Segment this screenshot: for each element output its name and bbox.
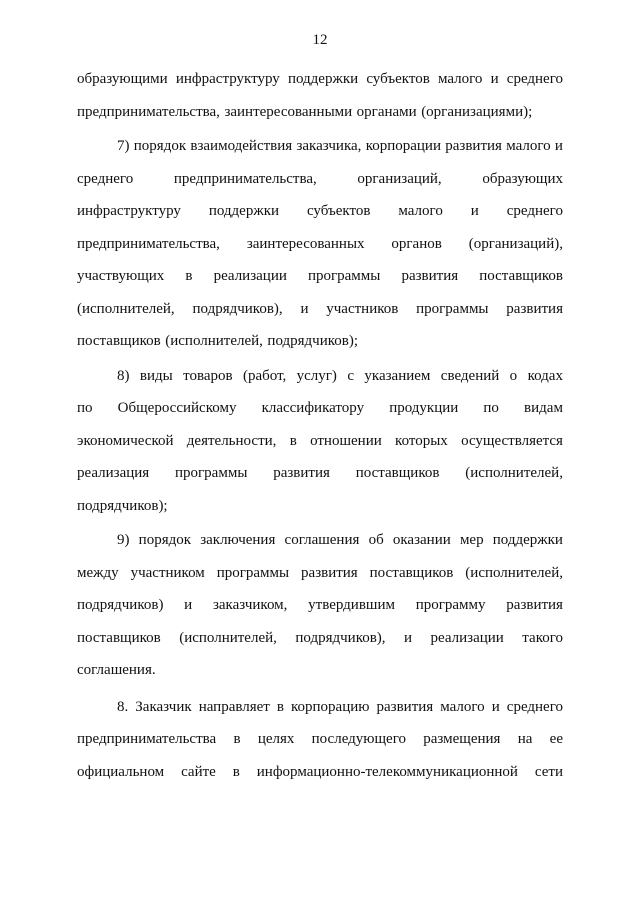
text-line	[77, 761, 563, 794]
word: поставщиков	[77, 333, 161, 349]
text-line	[77, 168, 563, 201]
document-body	[77, 68, 563, 793]
word: заинтересованных	[246, 235, 365, 252]
word: в	[233, 731, 241, 747]
text-line	[77, 200, 563, 233]
word: которых	[395, 432, 448, 449]
word: развития	[376, 698, 434, 715]
word: заинтересованными	[224, 103, 353, 120]
word: развития	[506, 300, 563, 317]
word: в	[276, 698, 284, 715]
word: программы	[216, 564, 290, 581]
word: поставщиков	[369, 564, 454, 581]
word: соглашения	[284, 532, 360, 548]
word: классификатору	[261, 400, 365, 416]
word: Общероссийскому	[117, 400, 237, 416]
word: поставщиков	[77, 629, 161, 646]
word: кодах	[527, 367, 563, 384]
word: услуг)	[296, 367, 337, 384]
text-line	[77, 696, 563, 729]
word: и	[470, 203, 479, 219]
word: в	[232, 763, 240, 780]
word: поставщиков	[479, 268, 563, 284]
word: сведений	[440, 367, 500, 384]
text-line	[77, 495, 563, 528]
word: 9)	[117, 532, 130, 548]
word: поддержки	[287, 71, 359, 87]
text-line	[77, 135, 563, 168]
word: ее	[549, 731, 563, 747]
text-line	[77, 365, 563, 398]
word: реализация	[77, 465, 150, 481]
page-number: 12	[312, 32, 328, 48]
word: (организаций),	[468, 235, 563, 252]
word: об	[368, 532, 384, 548]
text-line	[77, 627, 563, 660]
word: виды	[139, 367, 173, 384]
word: такого	[522, 629, 563, 646]
word: среднего	[506, 71, 563, 87]
word: направляет	[198, 698, 270, 715]
word: и	[184, 597, 193, 613]
word: осуществляется	[461, 432, 563, 449]
word: предпринимательства,	[77, 103, 220, 120]
word: корпорации	[365, 138, 441, 154]
word: подрядчиков);	[77, 497, 168, 514]
word: (исполнителей,	[465, 564, 563, 581]
text-line	[77, 298, 563, 331]
word: участников	[326, 300, 399, 317]
word: между	[77, 564, 119, 581]
word: программы	[175, 465, 248, 481]
text-line	[77, 562, 563, 595]
word: отношении	[310, 432, 382, 449]
word: сайте	[181, 763, 216, 780]
word: целях	[257, 731, 295, 747]
word: инфраструктуру	[175, 71, 280, 87]
word: участником	[130, 564, 205, 581]
word: видам	[524, 400, 563, 416]
word: размещения	[423, 731, 501, 747]
word: оказании	[392, 532, 451, 548]
word: корпорацию	[291, 698, 370, 715]
word: образующими	[77, 71, 168, 87]
word: развития	[445, 138, 502, 154]
word: программу	[415, 597, 486, 613]
word: поддержки	[208, 203, 280, 219]
word: поставщиков	[355, 465, 440, 481]
word: утвердившим	[308, 597, 395, 613]
word: указанием	[364, 367, 431, 384]
word: (исполнителей,	[77, 300, 175, 317]
word: сети	[534, 763, 563, 780]
text-line	[77, 728, 563, 761]
word: субъектов	[306, 203, 371, 219]
word: программы	[416, 300, 489, 317]
word: последующего	[311, 731, 406, 747]
word: реализации	[213, 268, 287, 284]
word: среднего	[506, 203, 563, 219]
word: товаров	[183, 367, 233, 384]
word: малого	[398, 203, 443, 219]
word: на	[517, 731, 533, 747]
word: (работ,	[242, 367, 287, 384]
word: (организациями);	[421, 103, 533, 120]
word: взаимодействия	[190, 138, 293, 154]
word: информационно-телекоммуникационной	[256, 763, 518, 780]
text-line	[77, 330, 563, 363]
word: образующих	[482, 170, 563, 187]
word: организаций,	[357, 170, 442, 187]
word: малого	[437, 71, 483, 87]
text-line	[77, 101, 563, 134]
word: развития	[273, 465, 330, 481]
text-line	[77, 265, 563, 298]
word: (исполнителей,	[165, 333, 263, 349]
word: органов	[391, 235, 442, 252]
word: органами	[356, 103, 417, 120]
text-line	[77, 462, 563, 495]
word: и	[554, 138, 563, 154]
word: субъектов	[366, 71, 430, 87]
word: подрядчиков),	[295, 629, 386, 646]
word: предпринимательства	[77, 731, 217, 747]
word: малого	[506, 138, 551, 154]
word: и	[300, 300, 309, 317]
word: развития	[401, 268, 459, 284]
word: Заказчик	[135, 698, 192, 715]
word: и	[404, 629, 413, 646]
word: 8.	[117, 698, 129, 715]
text-line	[77, 397, 563, 430]
text-line	[77, 233, 563, 266]
word: среднего	[77, 170, 134, 187]
word: программы	[307, 268, 381, 284]
word: 7)	[117, 138, 130, 154]
word: официальном	[77, 763, 165, 780]
text-line	[77, 659, 563, 692]
word: экономической	[77, 432, 174, 449]
text-line	[77, 594, 563, 627]
word: подрядчиков)	[77, 597, 164, 613]
text-line	[77, 430, 563, 463]
word: развития	[301, 564, 358, 581]
word: заказчиком,	[212, 597, 288, 613]
word: инфраструктуру	[77, 203, 181, 219]
word: предпринимательства,	[77, 235, 220, 252]
text-line	[77, 529, 563, 562]
word: в	[185, 268, 193, 284]
word: деятельности,	[186, 432, 277, 449]
word: порядок	[133, 138, 187, 154]
word: продукции	[389, 400, 459, 416]
text-line	[77, 68, 563, 101]
word: развития	[506, 597, 563, 613]
word: соглашения.	[77, 662, 156, 678]
word: о	[509, 367, 518, 384]
word: подрядчиков),	[192, 300, 283, 317]
word: и	[490, 71, 499, 87]
word: мер	[459, 532, 484, 548]
word: по	[77, 400, 93, 416]
word: среднего	[506, 698, 563, 715]
word: поддержки	[492, 532, 563, 548]
word: по	[483, 400, 499, 416]
word: малого	[440, 698, 485, 715]
word: (исполнителей,	[465, 465, 563, 481]
word: 8)	[117, 367, 130, 384]
word: порядок	[138, 532, 192, 548]
word: с	[347, 367, 354, 384]
word: (исполнителей,	[179, 629, 277, 646]
word: подрядчиков);	[267, 333, 359, 349]
word: предпринимательства,	[173, 170, 317, 187]
word: реализации	[430, 629, 504, 646]
word: участвующих	[77, 268, 165, 284]
word: в	[289, 432, 297, 449]
word: заключения	[200, 532, 276, 548]
word: заказчика,	[296, 138, 362, 154]
word: и	[491, 698, 500, 715]
